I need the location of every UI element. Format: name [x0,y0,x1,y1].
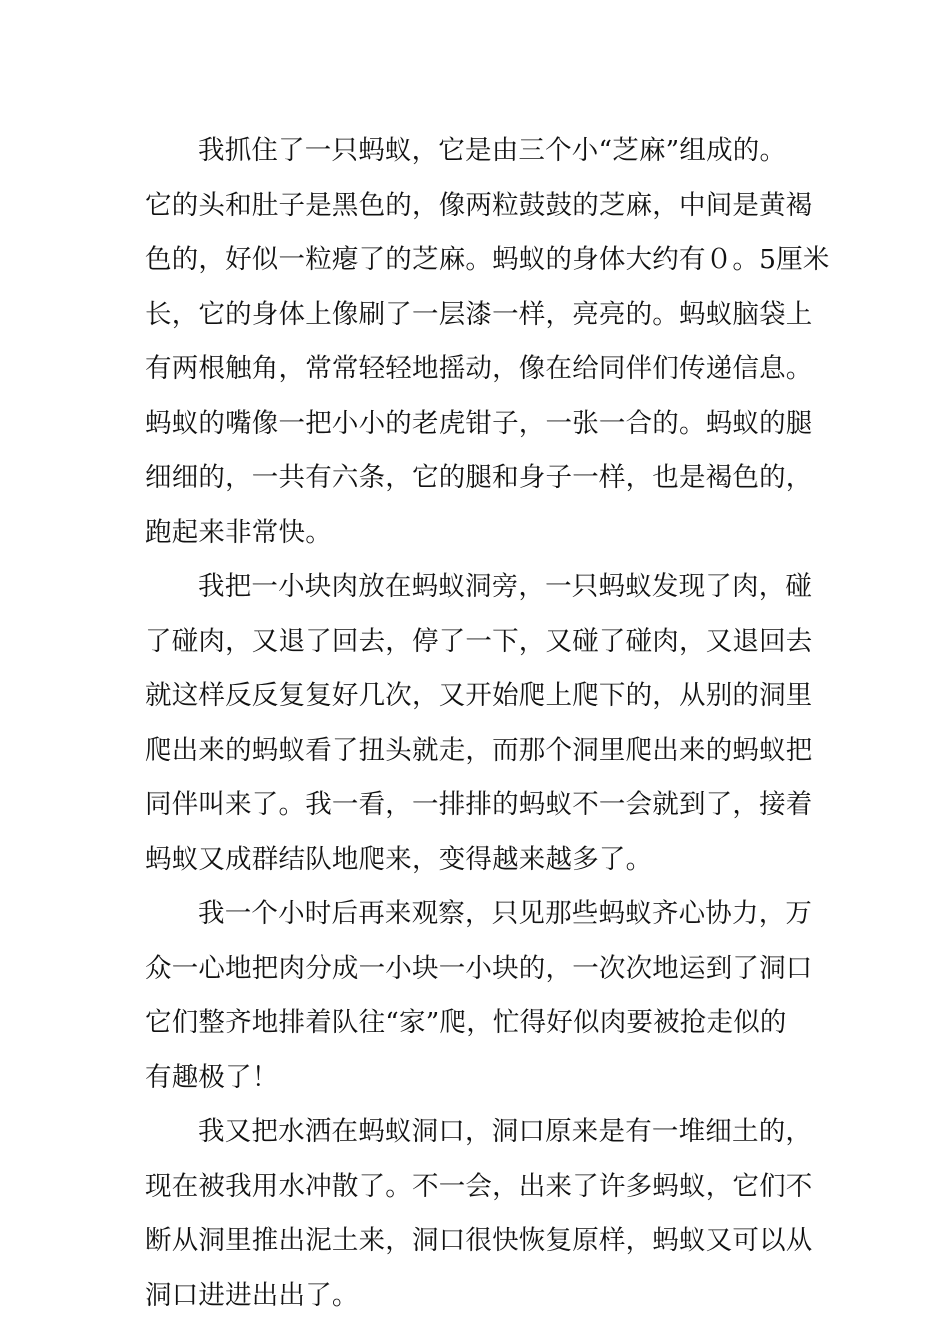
paragraph-1 [145,124,830,560]
paragraph-line: 就这样反反复复好几次，又开始爬上爬下的，从别的洞里 [145,680,813,711]
paragraph-line: 蚂蚁又成群结队地爬来，变得越来越多了。 [145,843,653,875]
paragraph-2 [145,560,813,887]
paragraph-line: 我把一小块肉放在蚂蚁洞旁，一只蚂蚁发现了肉，碰 [198,571,813,602]
paragraph-line: 跑起来非常快。 [145,516,332,548]
paragraph-line: 色的，好似一粒瘪了的芝麻。蚂蚁的身体大约有０。5厘米 [145,244,830,275]
paragraph-line: 现在被我用水冲散了。不一会，出来了许多蚂蚁，它们不 [145,1170,813,1202]
paragraph-line: 蚂蚁的嘴像一把小小的老虎钳子，一张一合的。蚂蚁的腿 [145,407,813,439]
paragraph-line: 它们整齐地排着队往“家”爬，忙得好似肉要被抢走似的 [145,1007,787,1038]
paragraph-line: 爬出来的蚂蚁看了扭头就走，而那个洞里爬出来的蚂蚁把 [145,734,813,766]
paragraph-4 [145,1105,813,1323]
paragraph-line: 众一心地把肉分成一小块一小块的，一次次地运到了洞口 [145,952,813,984]
paragraph-line: 我又把水洒在蚂蚁洞口，洞口原来是有一堆细土的， [198,1116,813,1147]
paragraph-line: 同伴叫来了。我一看，一排排的蚂蚁不一会就到了，接着 [145,789,813,820]
paragraph-3 [145,887,813,1105]
document-body [145,124,830,1323]
paragraph-line: 了碰肉，又退了回去，停了一下，又碰了碰肉，又退回去 [145,625,813,657]
paragraph-line: 它的头和肚子是黑色的，像两粒鼓鼓的芝麻，中间是黄褐 [145,189,813,221]
paragraph-line: 断从洞里推出泥土来，洞口很快恢复原样，蚂蚁又可以从 [145,1225,813,1256]
paragraph-line: 洞口进进出出了。 [145,1279,359,1311]
paragraph-line: 我抓住了一只蚂蚁，它是由三个小“芝麻”组成的。 [198,135,787,166]
paragraph-line: 长，它的身体上像刷了一层漆一样，亮亮的。蚂蚁脑袋上 [145,298,813,330]
paragraph-line: 细细的，一共有六条，它的腿和身子一样，也是褐色的， [145,462,813,493]
paragraph-line: 有趣极了！ [145,1061,279,1093]
paragraph-line: 有两根触角，常常轻轻地摇动，像在给同伴们传递信息。 [145,353,813,384]
paragraph-line: 我一个小时后再来观察，只见那些蚂蚁齐心协力，万 [198,898,813,929]
